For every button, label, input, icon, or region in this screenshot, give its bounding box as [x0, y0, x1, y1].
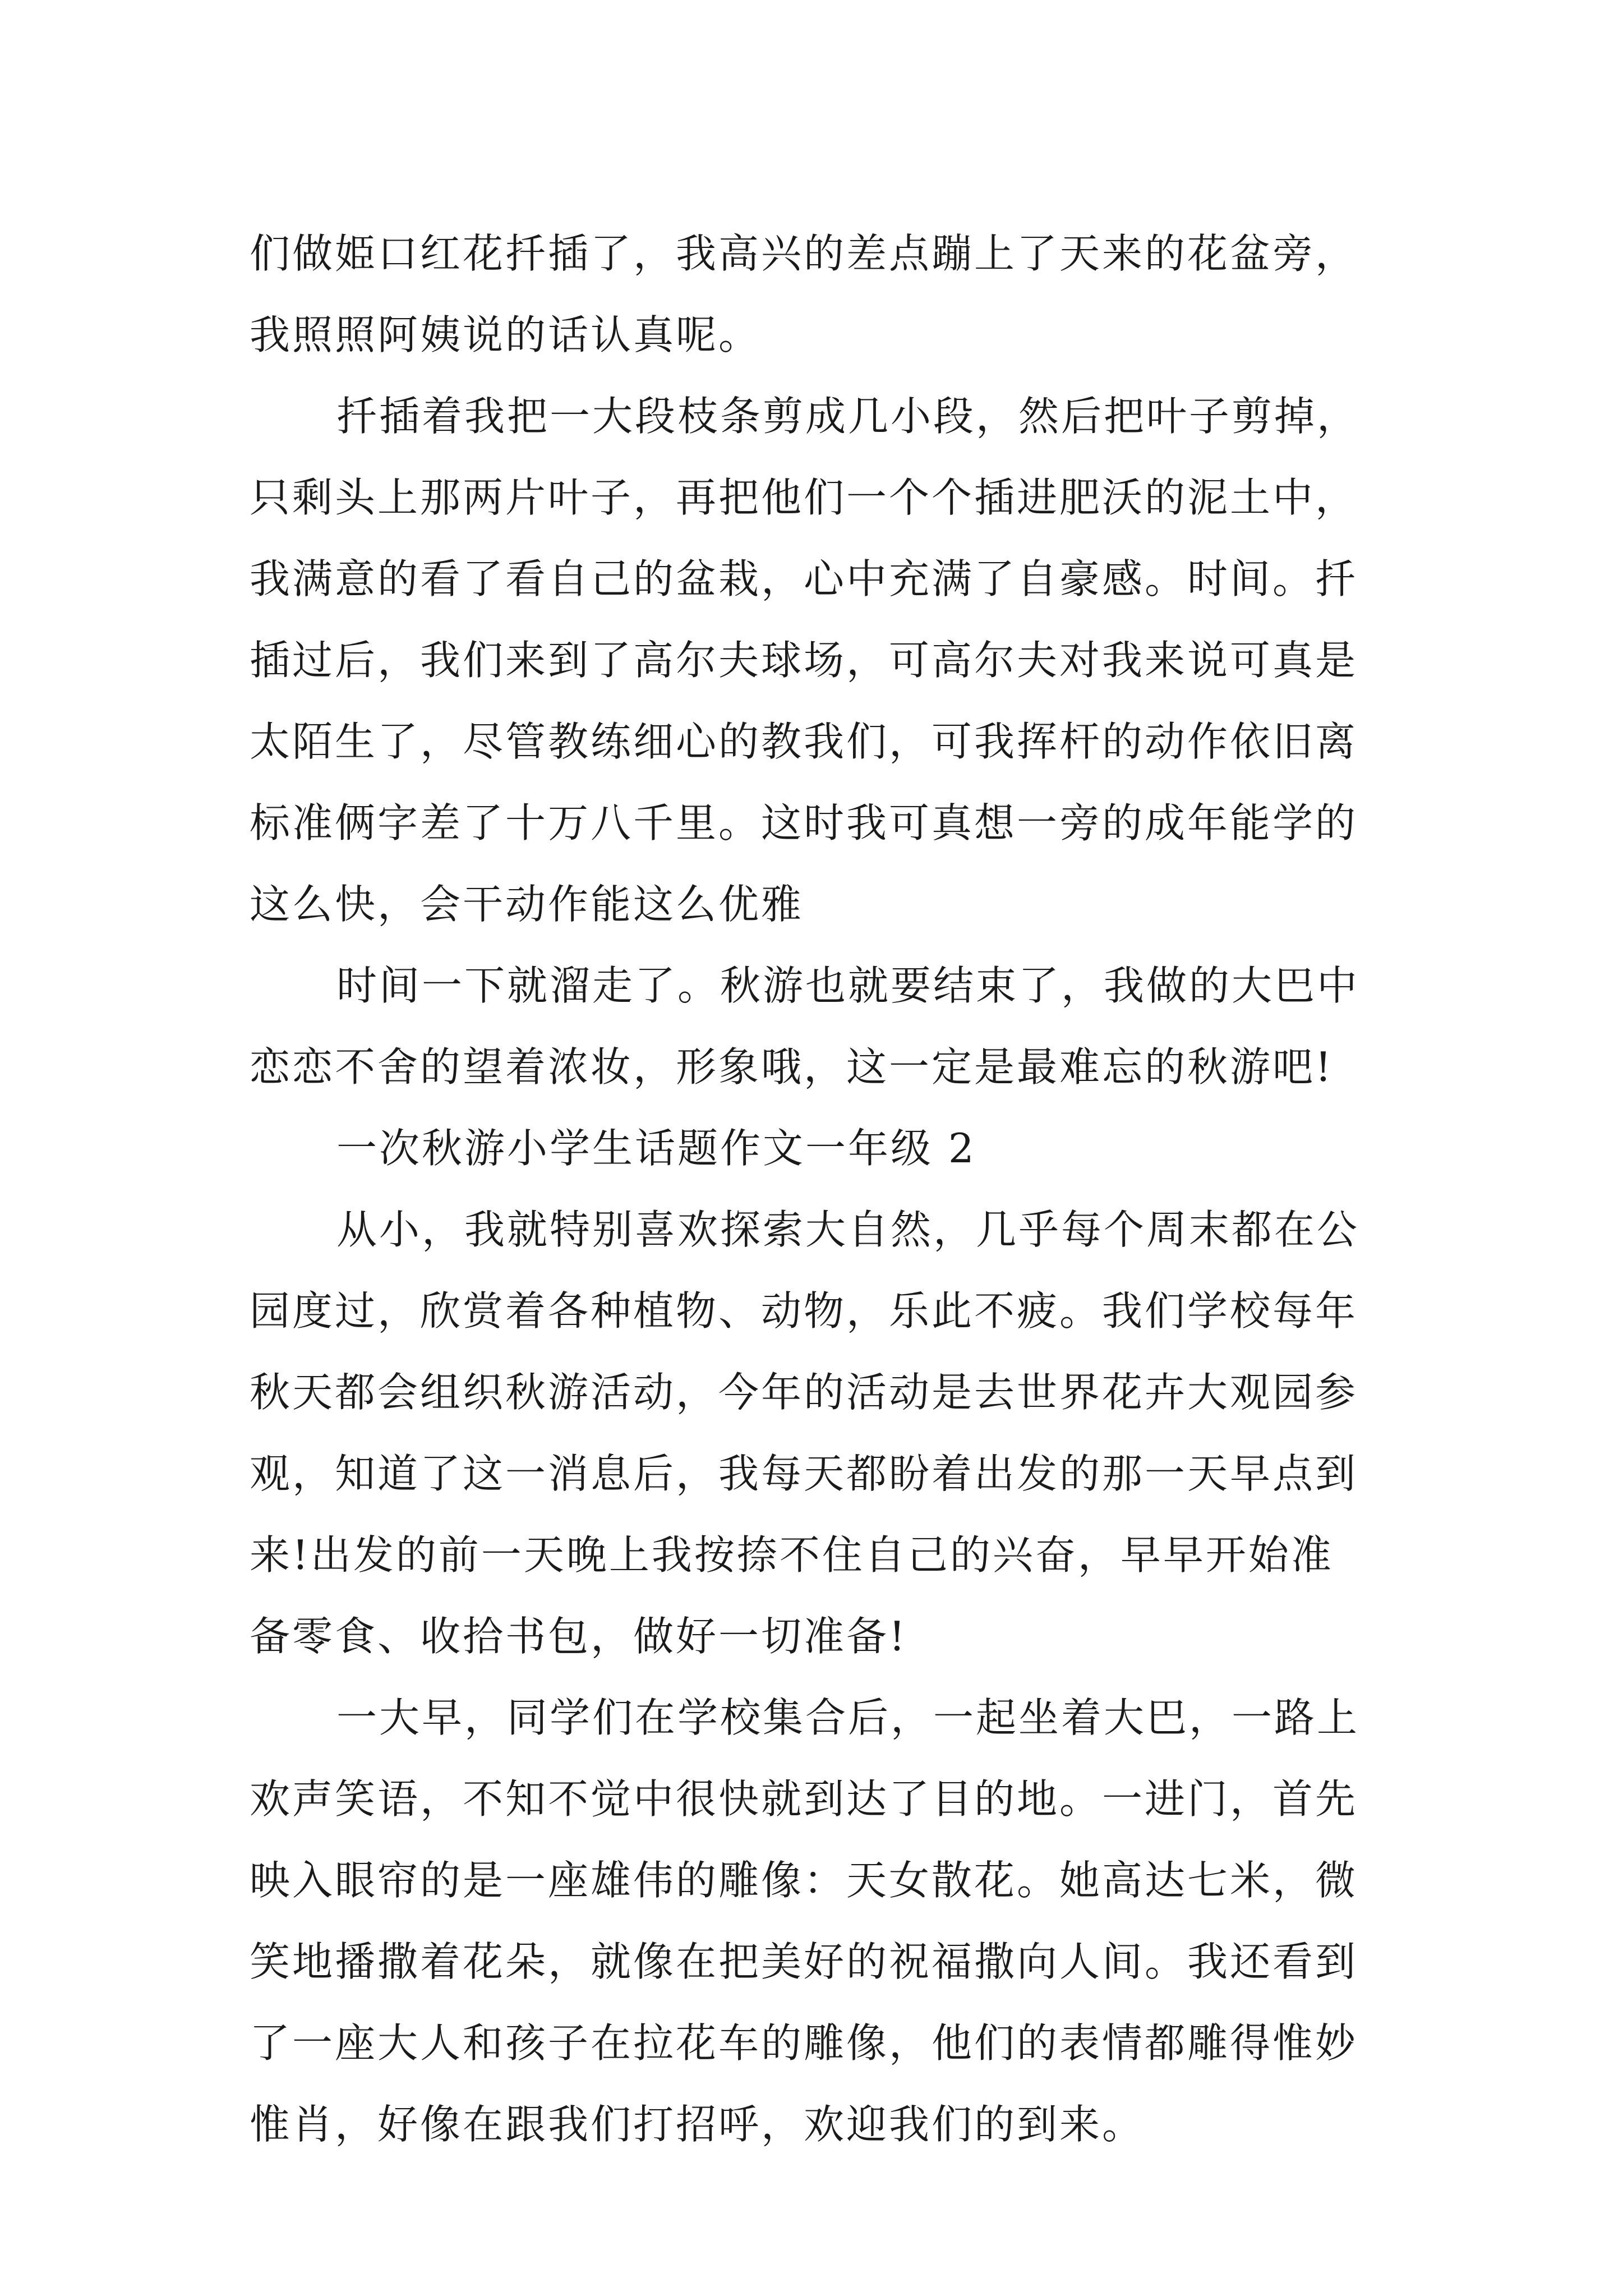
text-line: 从小，我就特别喜欢探索大自然，几乎每个周末都在公 [336, 1206, 1360, 1253]
text-line: 这么快，会干动作能这么优雅 [250, 881, 804, 928]
text-line: 我满意的看了看自己的盆栽，心中充满了自豪感。时间。扦 [250, 555, 1358, 602]
text-line: 备零食、收拾书包，做好一切准备! [250, 1613, 907, 1660]
text-line: 来!出发的前一天晚上我按捺不住自己的兴奋，早早开始准 [250, 1531, 1334, 1579]
text-line: 欢声笑语，不知不觉中很快就到达了目的地。一进门，首先 [250, 1775, 1358, 1823]
essay-heading [250, 1108, 1388, 1189]
text-line: 园度过，欣赏着各种植物、动物，乐此不疲。我们学校每年 [250, 1287, 1358, 1335]
text-line: 观，知道了这一消息后，我每天都盼着出发的那一天早点到 [250, 1450, 1358, 1497]
text-line: 了一座大人和孩子在拉花车的雕像，他们的表情都雕得惟妙 [250, 2019, 1358, 2067]
text-line: 插过后，我们来到了高尔夫球场，可高尔夫对我来说可真是 [250, 637, 1358, 684]
text-line: 恋恋不舍的望着浓妆，形象哦，这一定是最难忘的秋游吧! [250, 1043, 1334, 1091]
text-line: 扦插着我把一大段枝条剪成几小段，然后把叶子剪掉， [336, 393, 1360, 440]
text-line: 我照照阿姨说的话认真呢。 [250, 311, 762, 358]
paragraph-3 [250, 945, 1388, 1108]
text-line: 时间一下就溜走了。秋游也就要结束了，我做的大巴中 [336, 962, 1360, 1009]
text-line: 一大早，同学们在学校集合后，一起坐着大巴，一路上 [336, 1694, 1360, 1741]
text-line: 笑地播撒着花朵，就像在把美好的祝福撒向人间。我还看到 [250, 1938, 1358, 1985]
text-line: 惟肖，好像在跟我们打招呼，欢迎我们的到来。 [250, 2101, 1145, 2148]
text-line: 们做姫口红花扦插了，我高兴的差点蹦上了天来的花盆旁， [250, 230, 1358, 277]
text-line: 映入眼帘的是一座雄伟的雕像：天女散花。她高达七米，微 [250, 1857, 1358, 1904]
paragraph-5 [250, 1677, 1388, 2165]
text-line: 只剩头上那两片叶子，再把他们一个个插进肥沃的泥土中， [250, 474, 1358, 521]
document-body [250, 213, 1388, 2165]
paragraph-4 [250, 1189, 1388, 1677]
paragraph-2 [250, 376, 1388, 945]
text-line: 太陌生了，尽管教练细心的教我们，可我挥杆的动作依旧离 [250, 718, 1358, 765]
text-line: 标准俩字差了十万八千里。这时我可真想一旁的成年能学的 [250, 799, 1358, 846]
heading-line: 一次秋游小学生话题作文一年级 2 [336, 1125, 976, 1172]
paragraph-1 [250, 213, 1388, 376]
text-line: 秋天都会组织秋游活动，今年的活动是去世界花卉大观园参 [250, 1369, 1358, 1416]
